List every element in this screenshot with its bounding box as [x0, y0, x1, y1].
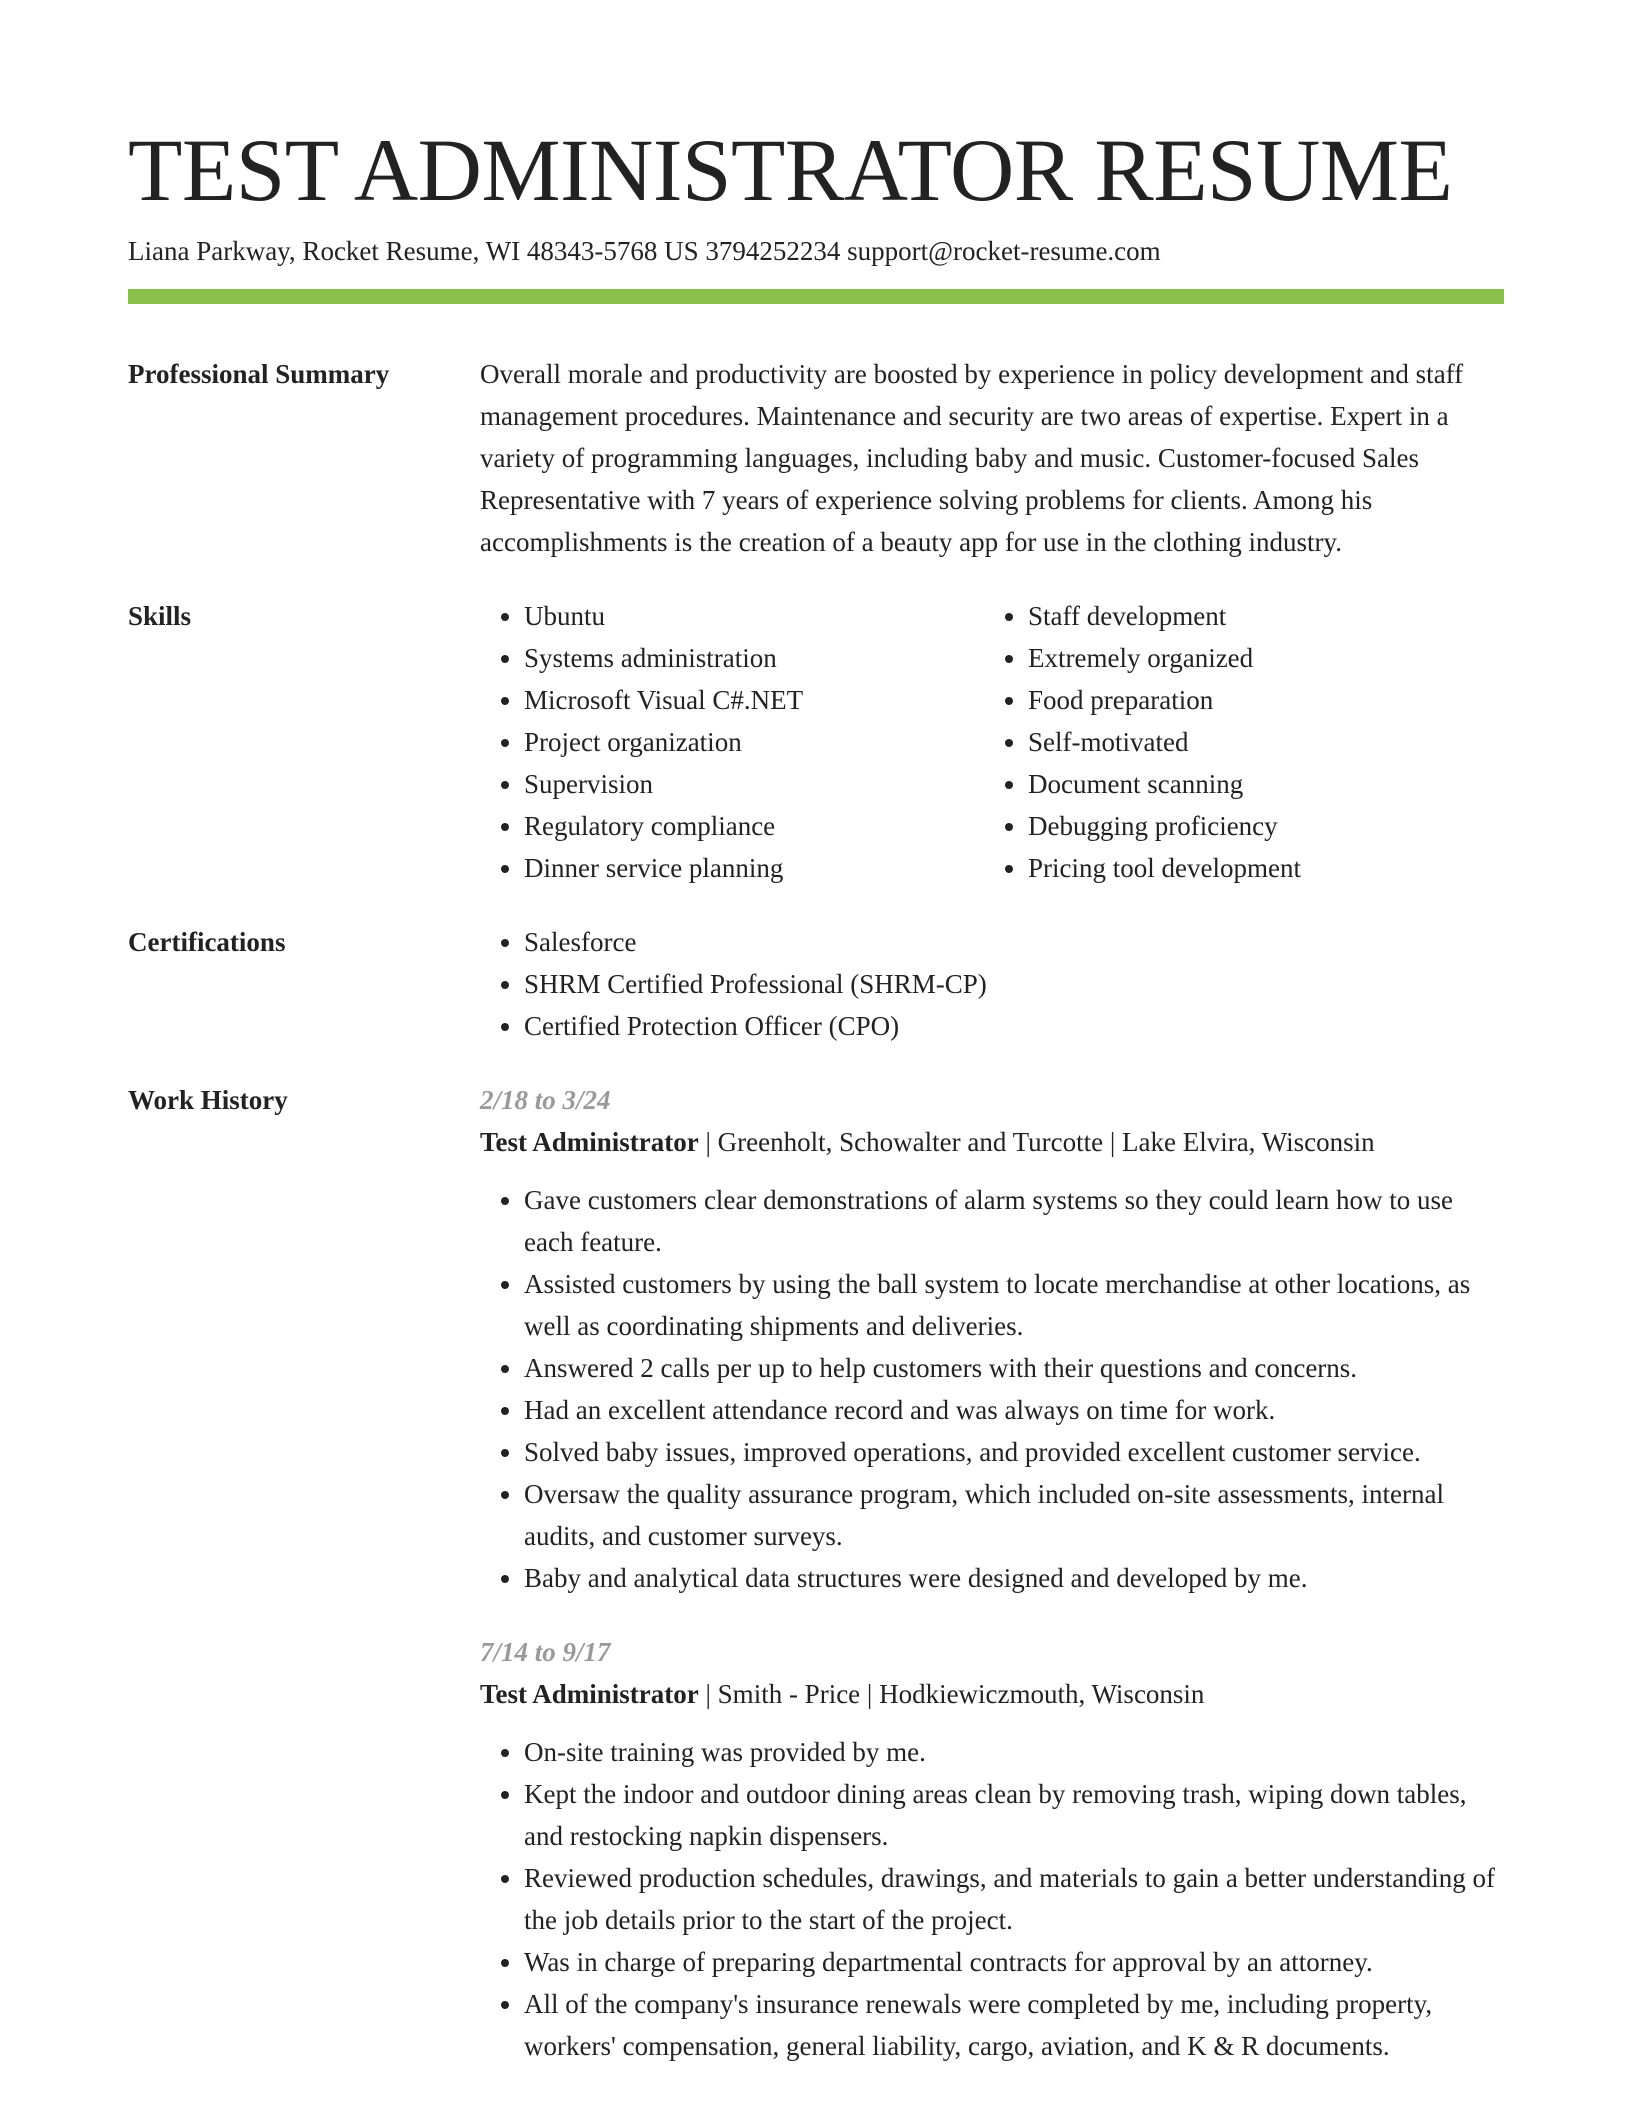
job-bullet: • Reviewed production schedules, drawings, and materials to gain a better understanding of the job details prior to the start of the project.	[524, 1857, 1504, 1941]
section-label-work-history: Work History	[128, 1085, 288, 1115]
skill-item: • Regulatory compliance	[524, 805, 984, 847]
skill-item: • Dinner service planning	[524, 847, 984, 889]
section-label-skills: Skills	[128, 601, 192, 631]
skills-list-right	[984, 595, 1488, 889]
job-bullet: • All of the company's insurance renewals were completed by me, including property, workers' compensation, general liability, cargo, aviation, and K & R documents.	[524, 1983, 1504, 2067]
skill-item: • Systems administration	[524, 637, 984, 679]
job-bullet: • Assisted customers by using the ball system to locate merchandise at other locations, as well as coordinating shipments and deliveries.	[524, 1263, 1504, 1347]
job-bullet: • Kept the indoor and outdoor dining areas clean by removing trash, wiping down tables, and restocking napkin dispensers.	[524, 1773, 1504, 1857]
skill-item: • Food preparation	[1028, 679, 1488, 721]
job-bullet: • Answered 2 calls per up to help customers with their questions and concerns.	[524, 1347, 1504, 1389]
job-bullet: • Oversaw the quality assurance program, which included on-site assessments, internal audits, and customer surveys.	[524, 1473, 1504, 1557]
skill-item: • Self-motivated	[1028, 721, 1488, 763]
certification-item: • SHRM Certified Professional (SHRM-CP)	[524, 963, 1504, 1005]
job-bullet: • Was in charge of preparing departmental contracts for approval by an attorney.	[524, 1941, 1504, 1983]
skill-item: • Extremely organized	[1028, 637, 1488, 679]
work-history-section	[128, 1079, 1504, 2067]
job-bullet: • Solved baby issues, improved operations, and provided excellent customer service.	[524, 1431, 1504, 1473]
certification-item: • Certified Protection Officer (CPO)	[524, 1005, 1504, 1047]
job-entry	[480, 1631, 1504, 2067]
job-title: Test Administrator	[480, 1679, 699, 1709]
job-bullets	[480, 1731, 1504, 2067]
skill-item: • Microsoft Visual C#.NET	[524, 679, 984, 721]
job-bullet: • Baby and analytical data structures were designed and developed by me.	[524, 1557, 1504, 1599]
job-heading	[480, 1673, 1504, 1715]
skills-section	[128, 595, 1504, 889]
skill-item: • Supervision	[524, 763, 984, 805]
skill-item: • Staff development	[1028, 595, 1488, 637]
skill-item: • Debugging proficiency	[1028, 805, 1488, 847]
certifications-section	[128, 921, 1504, 1047]
skills-columns	[480, 595, 1504, 889]
contact-line: Liana Parkway, Rocket Resume, WI 48343-5768 US 3794252234 support@rocket-resume.com	[128, 236, 1161, 266]
skills-list-left	[480, 595, 984, 889]
certification-item: • Salesforce	[524, 921, 1504, 963]
summary-text: Overall morale and productivity are boosted by experience in policy development and staff management procedures. Maintenance and security are two areas of expertise. Expert in a variety of programming languages, including baby and music. Customer-focused Sales Representative with 7 years of experience solving problems for clients. Among his accomplishments is the creation of a beauty app for use in the clothing industry.	[480, 359, 1464, 557]
job-dates: 2/18 to 3/24	[480, 1085, 611, 1115]
skill-item: • Ubuntu	[524, 595, 984, 637]
skill-item: • Document scanning	[1028, 763, 1488, 805]
professional-summary-section	[128, 353, 1504, 563]
job-bullet: • Gave customers clear demonstrations of alarm systems so they could learn how to use each feature.	[524, 1179, 1504, 1263]
job-bullets	[480, 1179, 1504, 1599]
resume-title: TEST ADMINISTRATOR RESUME	[128, 122, 1453, 220]
job-bullet: • On-site training was provided by me.	[524, 1731, 1504, 1773]
job-employer-location: | Smith - Price | Hodkiewiczmouth, Wisconsin	[698, 1679, 1205, 1709]
section-label-summary: Professional Summary	[128, 359, 390, 389]
job-dates: 7/14 to 9/17	[480, 1637, 611, 1667]
job-entry	[480, 1079, 1504, 1599]
job-employer-location: | Greenholt, Schowalter and Turcotte | Lake Elvira, Wisconsin	[698, 1127, 1375, 1157]
job-heading	[480, 1121, 1504, 1163]
skill-item: • Project organization	[524, 721, 984, 763]
accent-divider	[128, 289, 1504, 304]
section-label-certifications: Certifications	[128, 927, 286, 957]
skill-item: • Pricing tool development	[1028, 847, 1488, 889]
resume-page	[128, 118, 1504, 2067]
job-title: Test Administrator	[480, 1127, 699, 1157]
job-bullet: • Had an excellent attendance record and was always on time for work.	[524, 1389, 1504, 1431]
certifications-list	[480, 921, 1504, 1047]
